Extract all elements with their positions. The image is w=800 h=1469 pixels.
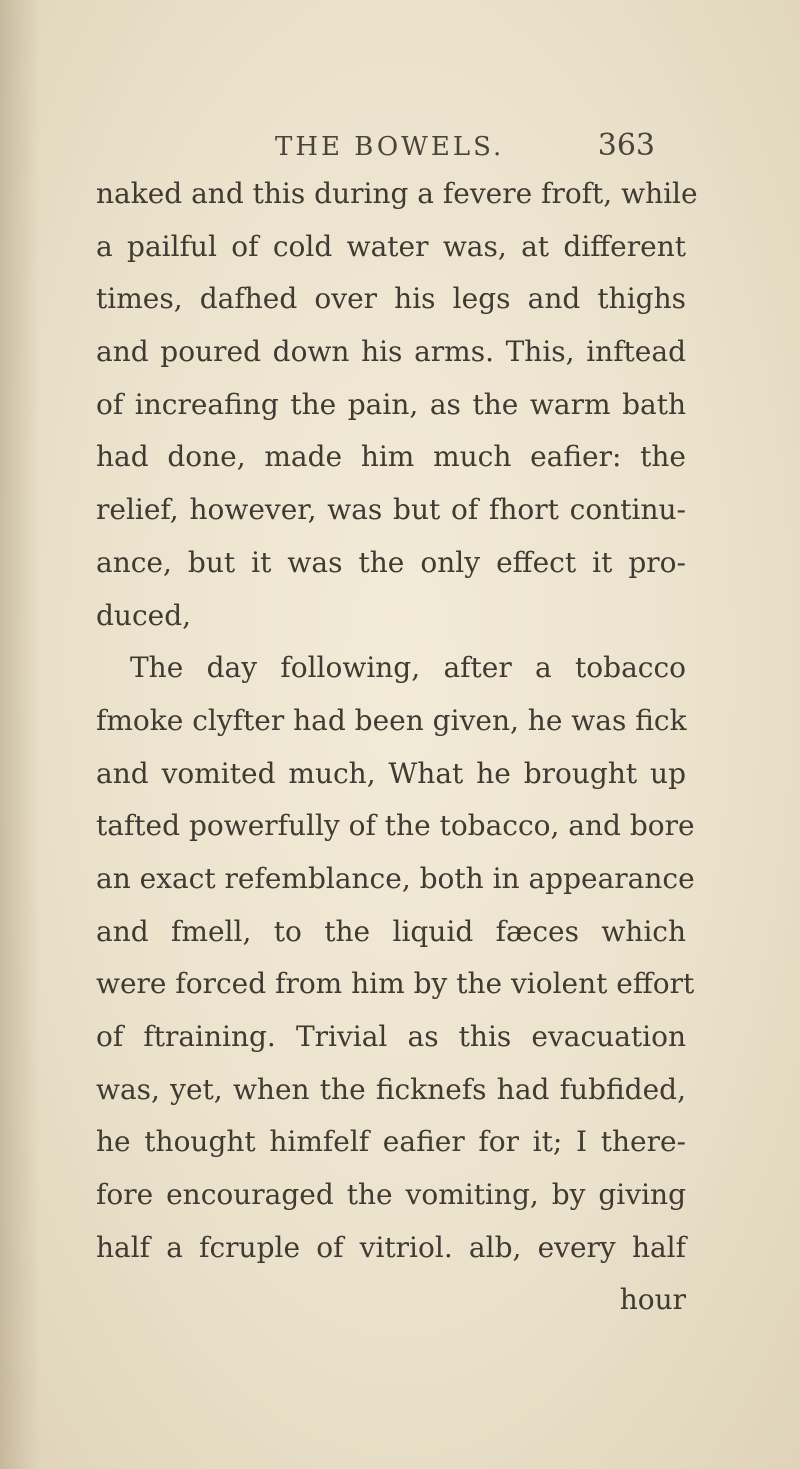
text-line: and fmell, to the liquid fæces which	[96, 914, 686, 948]
body-text	[96, 168, 698, 1327]
text-line: times, dafhed over his legs and thighs	[96, 282, 686, 316]
text-line: of increafing the pain, as the warm bath	[96, 387, 686, 421]
text-line: a pailful of cold water was, at different	[96, 229, 686, 263]
text-line: of ftraining. Trivial as this evacuation	[96, 1020, 686, 1053]
text-line: were forced from him by the violent effort	[96, 967, 695, 1001]
text-line: he thought himfelf eafier for it; I there-	[96, 1125, 686, 1159]
catchword	[96, 1274, 686, 1327]
text-line: and vomited much, What he brought up	[96, 756, 686, 790]
text-line: relief, however, was but of fhort continu-	[96, 493, 686, 527]
page-number: 363	[597, 128, 655, 163]
paragraph-start-line: The day following, after a tobacco	[130, 651, 686, 685]
text-line: duced,	[96, 598, 192, 632]
text-line: an exact refemblance, both in appearance	[96, 861, 695, 895]
running-head: THE BOWELS.	[275, 132, 505, 162]
text-line: fore encouraged the vomiting, by giving	[96, 1178, 686, 1212]
text-line: was, yet, when the ficknefs had fubfided,	[96, 1072, 686, 1106]
text-line: naked and this during a fevere froft, while	[96, 177, 698, 210]
page-header	[275, 126, 655, 166]
text-line: ance, but it was the only effect it pro-	[96, 545, 686, 579]
text-line: tafted powerfully of the tobacco, and bore	[96, 809, 695, 843]
text-line: had done, made him much eafier: the	[96, 440, 686, 474]
text-line: fmoke clyfter had been given, he was fick	[96, 703, 687, 737]
text-line: half a fcruple of vitriol. alb, every half	[96, 1230, 686, 1264]
catchword-text: hour	[619, 1283, 686, 1317]
text-line: and poured down his arms. This, inftead	[96, 335, 686, 369]
